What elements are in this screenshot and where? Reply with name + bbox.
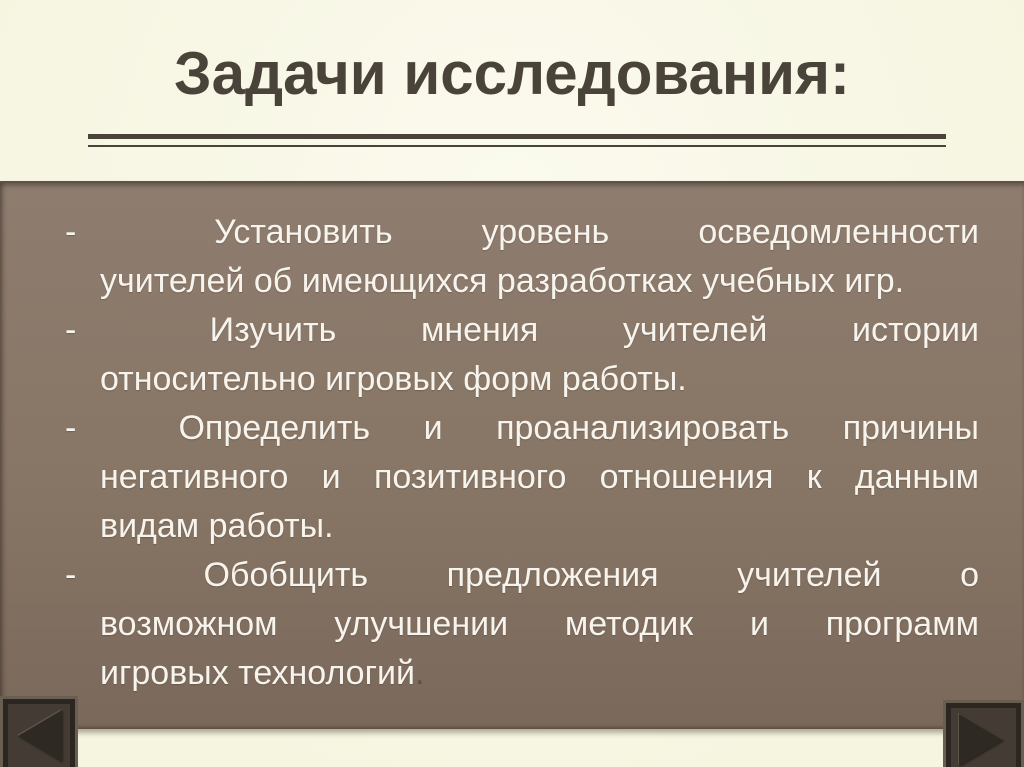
word: методик <box>564 605 694 643</box>
word: учителей <box>622 311 768 349</box>
next-arrow-icon <box>959 714 1003 766</box>
word: Определить <box>178 409 371 447</box>
word: осведомленности <box>698 213 979 251</box>
muted-period: . <box>414 654 425 692</box>
task-line <box>65 404 979 453</box>
page-title: Задачи исследования: <box>174 40 850 107</box>
word: предложения <box>446 556 659 594</box>
bullet-dash: - <box>65 311 77 349</box>
word: Обобщить <box>203 556 369 594</box>
task-line-text: видам работы. <box>100 507 334 545</box>
word: проанализировать <box>496 409 790 447</box>
word: программ <box>825 605 979 643</box>
task-line <box>100 502 979 551</box>
task-line <box>100 649 979 698</box>
task-line-text: относительно игровых форм работы. <box>100 360 687 398</box>
word: уровень <box>481 213 610 251</box>
word: позитивного <box>373 458 567 496</box>
task-line <box>100 453 979 502</box>
word: данным <box>854 458 979 496</box>
task-list <box>0 183 1024 698</box>
word: улучшении <box>334 605 509 643</box>
word: учителей <box>737 556 882 594</box>
title-underline <box>88 134 946 147</box>
task-line <box>65 306 979 355</box>
task-line <box>65 208 979 257</box>
word: причины <box>842 409 979 447</box>
task-line <box>100 257 979 306</box>
word: истории <box>852 311 979 349</box>
prev-arrow-icon <box>18 710 62 762</box>
bullet-dash: - <box>65 409 77 447</box>
task-line <box>65 551 979 600</box>
word: негативного <box>100 458 289 496</box>
word: и <box>423 409 443 447</box>
word: и <box>749 605 769 643</box>
word: Установить <box>214 213 393 251</box>
content-panel <box>0 181 1024 729</box>
task-line <box>100 600 979 649</box>
task-line <box>100 355 979 404</box>
word: Изучить <box>209 311 337 349</box>
prev-slide-button[interactable] <box>0 696 78 767</box>
task-line-text: игровых технологий <box>100 654 415 692</box>
next-slide-button[interactable] <box>943 700 1024 767</box>
bullet-dash: - <box>65 213 77 251</box>
word: мнения <box>420 311 539 349</box>
word: и <box>321 458 341 496</box>
bullet-dash: - <box>65 556 77 594</box>
task-line-text: учителей об имеющихся разработках учебных игр. <box>100 262 905 300</box>
word: отношения <box>599 458 774 496</box>
word: к <box>806 458 822 496</box>
title-block <box>0 0 1024 181</box>
word: о <box>960 556 979 594</box>
word: возможном <box>100 605 278 643</box>
